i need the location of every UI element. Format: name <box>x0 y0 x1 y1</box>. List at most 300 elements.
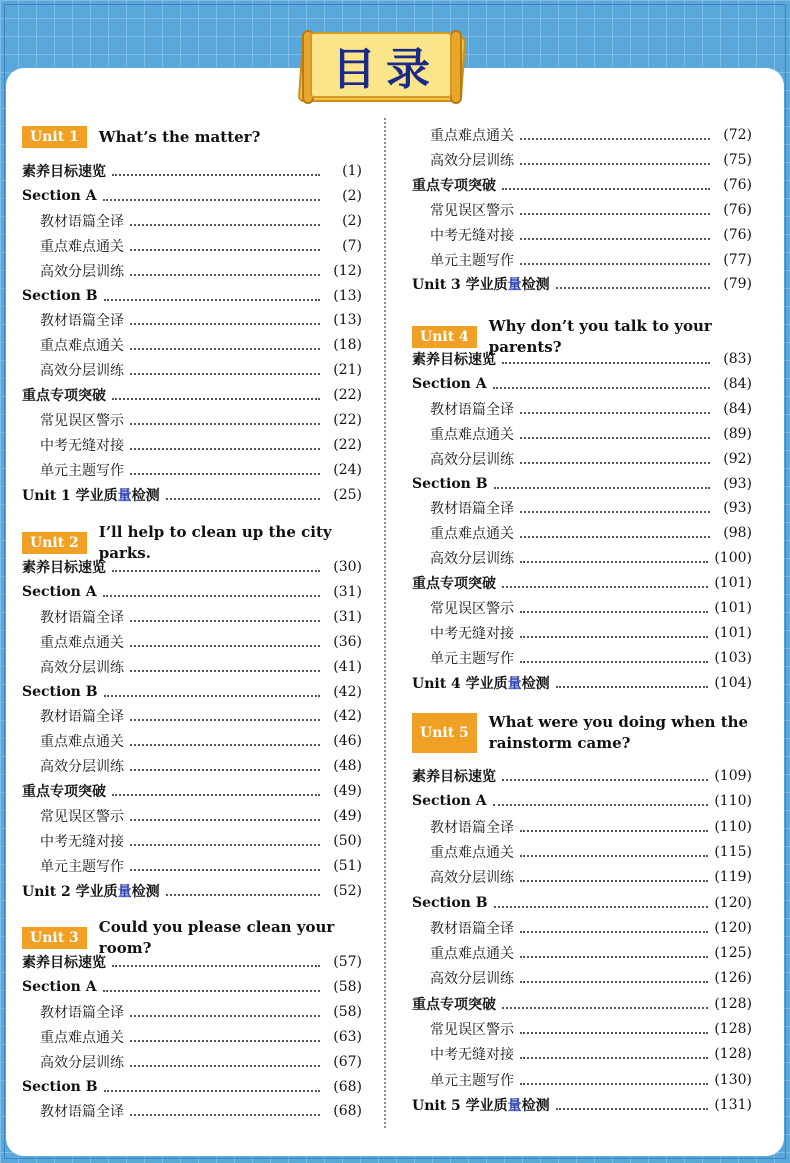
toc-entry-label: 重点专项突破 <box>412 996 496 1013</box>
toc-entry-label: 单元主题写作 <box>40 462 124 479</box>
toc-entry-page: (13) <box>333 287 362 304</box>
toc-entry[interactable] <box>412 348 752 370</box>
label-highlight: 量 <box>117 883 132 900</box>
toc-entry-page: (100) <box>714 550 752 567</box>
toc-entry-page: (58) <box>333 1003 362 1020</box>
toc-entry[interactable] <box>22 459 362 481</box>
toc-left-column <box>22 0 362 1163</box>
toc-entry-label: 高效分层训练 <box>40 363 124 380</box>
toc-entry-label: 重点专项突破 <box>22 388 106 405</box>
leader-dots <box>493 387 710 389</box>
label-part: Unit 5 学业质 <box>412 1097 508 1114</box>
toc-entry-page: (131) <box>714 1096 752 1113</box>
toc-entry[interactable] <box>412 647 752 669</box>
toc-entry[interactable] <box>22 656 362 678</box>
toc-entry-label: Section A <box>22 583 97 600</box>
leader-dots <box>130 1065 320 1067</box>
toc-entry-page: (104) <box>714 674 752 691</box>
toc-entry-label: Section A <box>412 793 487 810</box>
toc-entry-label: Section A <box>412 375 487 392</box>
leader-dots <box>104 695 320 697</box>
toc-entry-label: 重点难点通关 <box>40 338 124 355</box>
leader-dots <box>520 1083 708 1085</box>
leader-dots <box>520 1057 708 1059</box>
toc-entry-label: 重点难点通关 <box>430 128 514 144</box>
toc-entry[interactable] <box>412 1018 752 1040</box>
toc-entry-label: Section B <box>412 475 488 492</box>
toc-entry-page: (126) <box>714 970 752 987</box>
toc-entry[interactable] <box>412 1069 752 1091</box>
toc-entry[interactable] <box>22 1026 362 1048</box>
toc-entry-page: (77) <box>723 251 752 268</box>
toc-entry[interactable] <box>22 755 362 777</box>
toc-entry-page: (115) <box>714 843 752 860</box>
toc-entry[interactable] <box>22 855 362 877</box>
leader-dots <box>520 263 710 265</box>
toc-entry-label: 教材语篇全译 <box>430 501 514 518</box>
leader-dots <box>502 586 708 588</box>
toc-entry-page: (42) <box>333 683 362 700</box>
toc-entry[interactable] <box>412 174 752 196</box>
label-highlight: 量 <box>117 487 132 504</box>
toc-entry[interactable] <box>412 423 752 445</box>
toc-entry-page: (128) <box>714 1046 752 1063</box>
toc-entry-page: (72) <box>723 127 752 143</box>
toc-entry-label: 中考无缝对接 <box>430 625 514 642</box>
toc-entry[interactable] <box>412 942 752 964</box>
toc-entry-page: (57) <box>333 954 362 970</box>
leader-dots <box>520 636 708 638</box>
toc-entry[interactable] <box>22 484 362 506</box>
toc-entry-label: 单元主题写作 <box>430 252 514 269</box>
toc-entry-label: 重点难点通关 <box>40 634 124 651</box>
toc-entry-page: (13) <box>333 312 362 329</box>
leader-dots <box>130 719 320 721</box>
label-part: 检测 <box>521 1097 550 1114</box>
toc-entry-page: (103) <box>714 649 752 666</box>
leader-dots <box>520 855 708 857</box>
toc-entry[interactable] <box>412 816 752 838</box>
toc-entry-page: (120) <box>714 894 752 911</box>
toc-entry-label: 重点难点通关 <box>40 1029 124 1046</box>
leader-dots <box>130 224 320 226</box>
leader-dots <box>112 965 320 967</box>
toc-entry-page: (51) <box>333 857 362 874</box>
toc-entry[interactable] <box>22 384 362 406</box>
leader-dots <box>520 412 710 414</box>
toc-entry-label: 重点难点通关 <box>430 946 514 963</box>
leader-dots <box>493 804 709 806</box>
toc-entry-page: (2) <box>342 212 362 229</box>
leader-dots <box>130 1040 320 1042</box>
toc-entry-label: 教材语篇全译 <box>40 213 124 230</box>
toc-entry[interactable] <box>22 581 362 603</box>
toc-entry-label: 教材语篇全译 <box>40 1004 124 1021</box>
toc-entry-label: 素养目标速览 <box>412 352 496 368</box>
leader-dots <box>520 661 708 663</box>
toc-right-column <box>412 0 752 1163</box>
toc-entry-page: (128) <box>714 1021 752 1037</box>
unit-title: What’s the matter? <box>98 127 261 146</box>
toc-entry-label: 重点难点通关 <box>40 238 124 255</box>
leader-dots <box>520 956 708 958</box>
toc-entry[interactable] <box>412 249 752 271</box>
toc-entry-page: (84) <box>723 375 752 392</box>
leader-dots <box>520 981 708 983</box>
leader-dots <box>130 844 320 846</box>
toc-entry-label: 常见误区警示 <box>430 1022 514 1038</box>
toc-entry[interactable] <box>22 705 362 727</box>
unit-title <box>489 712 748 754</box>
leader-dots <box>520 561 708 563</box>
leader-dots <box>520 163 710 165</box>
label-part: 检测 <box>521 277 550 294</box>
toc-entry-page: (63) <box>333 1028 362 1045</box>
label-part: Unit 2 学业质 <box>22 883 118 900</box>
toc-entry[interactable] <box>22 830 362 852</box>
toc-entry-label: 素养目标速览 <box>412 769 496 785</box>
leader-dots <box>494 906 709 908</box>
toc-entry-page: (22) <box>333 387 362 404</box>
page-title: 目录 <box>332 44 440 95</box>
leader-dots <box>556 686 709 688</box>
toc-entry[interactable] <box>412 398 752 420</box>
leader-dots <box>166 894 320 896</box>
unit-tag: Unit 5 <box>412 713 477 753</box>
toc-entry[interactable] <box>412 1094 752 1116</box>
toc-entry[interactable] <box>22 309 362 331</box>
toc-entry-page: (30) <box>333 559 362 575</box>
leader-dots <box>104 299 320 301</box>
toc-entry-page: (101) <box>714 600 752 616</box>
leader-dots <box>130 274 320 276</box>
leader-dots <box>520 1032 708 1034</box>
toc-entry-label: 高效分层训练 <box>40 759 124 776</box>
toc-entry-label: 教材语篇全译 <box>430 401 514 418</box>
unit-tag: Unit 2 <box>22 532 87 554</box>
toc-entry[interactable] <box>22 185 362 207</box>
toc-entry[interactable] <box>412 993 752 1015</box>
toc-entry-page: (52) <box>333 882 362 899</box>
toc-entry-label: 高效分层训练 <box>430 870 514 887</box>
toc-entry-label: Section A <box>22 978 97 995</box>
toc-entry-label: 重点难点通关 <box>40 734 124 751</box>
toc-entry[interactable] <box>22 976 362 998</box>
toc-entry-page: (68) <box>333 1078 362 1095</box>
unit-title-line: rainstorm came? <box>488 734 631 752</box>
unit-title: Why don’t you talk to your parents? <box>488 317 712 356</box>
leader-dots <box>502 779 708 781</box>
leader-dots <box>104 1090 320 1092</box>
toc-entry[interactable] <box>412 448 752 470</box>
leader-dots <box>520 511 710 513</box>
toc-entry[interactable] <box>412 841 752 863</box>
toc-entry[interactable] <box>412 547 752 569</box>
toc-entry[interactable] <box>22 260 362 282</box>
toc-entry-page: (41) <box>333 658 362 675</box>
leader-dots <box>112 570 320 572</box>
toc-entry-label <box>22 881 160 901</box>
toc-entry-label <box>22 485 160 505</box>
toc-entry-page: (109) <box>714 768 752 784</box>
leader-dots <box>520 462 710 464</box>
toc-entry-label: 高效分层训练 <box>430 152 514 169</box>
toc-entry[interactable] <box>412 497 752 519</box>
leader-dots <box>103 990 320 992</box>
toc-entry-label: 高效分层训练 <box>430 551 514 568</box>
toc-entry-page: (110) <box>714 818 752 835</box>
toc-entry-label: 高效分层训练 <box>430 971 514 988</box>
leader-dots <box>556 287 710 289</box>
toc-entry-label: 中考无缝对接 <box>40 437 124 454</box>
toc-entry-page: (46) <box>333 733 362 750</box>
toc-entry[interactable] <box>412 1043 752 1065</box>
unit-tag: Unit 4 <box>412 326 477 348</box>
toc-entry[interactable] <box>412 199 752 221</box>
toc-entry-page: (101) <box>714 624 752 641</box>
leader-dots <box>130 1114 320 1116</box>
toc-entry-label: 素养目标速览 <box>22 955 106 971</box>
label-part: 检测 <box>521 675 550 692</box>
leader-dots <box>130 869 320 871</box>
toc-entry-label: 高效分层训练 <box>40 1054 124 1071</box>
leader-dots <box>130 670 320 672</box>
toc-entry-page: (75) <box>723 151 752 168</box>
toc-entry-page: (25) <box>333 486 362 503</box>
leader-dots <box>556 1108 709 1110</box>
leader-dots <box>130 348 320 350</box>
toc-entry[interactable] <box>412 522 752 544</box>
leader-dots <box>130 819 320 821</box>
toc-entry-label: 素养目标速览 <box>22 560 106 576</box>
toc-entry-page: (98) <box>723 525 752 542</box>
toc-entry[interactable] <box>412 672 752 694</box>
toc-entry-page: (76) <box>723 226 752 243</box>
toc-entry[interactable] <box>412 124 752 146</box>
toc-entry-page: (31) <box>333 608 362 625</box>
toc-entry-page: (83) <box>723 351 752 367</box>
leader-dots <box>502 1007 708 1009</box>
toc-entry-label <box>412 1095 550 1115</box>
toc-entry-page: (31) <box>333 583 362 600</box>
toc-entry-page: (7) <box>342 237 362 254</box>
toc-entry-label: 重点难点通关 <box>430 526 514 543</box>
toc-entry-page: (48) <box>333 758 362 775</box>
toc-entry-label: 教材语篇全译 <box>40 609 124 626</box>
leader-dots <box>103 595 320 597</box>
toc-entry[interactable] <box>412 765 752 787</box>
leader-dots <box>130 323 320 325</box>
toc-entry-label: 重点难点通关 <box>430 426 514 443</box>
title-banner <box>300 28 464 106</box>
toc-entry-label: 教材语篇全译 <box>430 920 514 937</box>
unit-title-line: What were you doing when the <box>488 713 749 731</box>
toc-entry-page: (50) <box>333 832 362 849</box>
toc-entry[interactable] <box>412 572 752 594</box>
toc-entry[interactable] <box>22 359 362 381</box>
toc-entry[interactable] <box>22 606 362 628</box>
toc-entry[interactable] <box>412 790 752 812</box>
label-part: 检测 <box>131 487 160 504</box>
toc-entry-label: 高效分层训练 <box>40 263 124 280</box>
toc-entry-label: 教材语篇全译 <box>40 1104 124 1121</box>
toc-entry-page: (22) <box>333 412 362 428</box>
toc-entry[interactable] <box>22 951 362 973</box>
leader-dots <box>103 199 320 201</box>
toc-entry-label: 教材语篇全译 <box>40 313 124 330</box>
toc-entry[interactable] <box>412 273 752 295</box>
label-part: Unit 1 学业质 <box>22 487 118 504</box>
toc-entry-page: (67) <box>333 1053 362 1070</box>
leader-dots <box>112 398 320 400</box>
unit-tag: Unit 3 <box>22 927 87 949</box>
toc-entry-label: Section B <box>22 683 98 700</box>
leader-dots <box>520 830 708 832</box>
toc-entry[interactable] <box>22 780 362 802</box>
leader-dots <box>520 931 708 933</box>
toc-entry-label: Section B <box>22 1078 98 1095</box>
toc-entry[interactable] <box>412 473 752 495</box>
leader-dots <box>130 620 320 622</box>
leader-dots <box>520 536 710 538</box>
label-part: Unit 4 学业质 <box>412 675 508 692</box>
label-highlight: 量 <box>507 1097 522 1114</box>
toc-entry-page: (125) <box>714 945 752 962</box>
leader-dots <box>130 423 320 425</box>
toc-entry-label: 常见误区警示 <box>40 809 124 825</box>
toc-entry-label: 中考无缝对接 <box>40 833 124 850</box>
toc-entry-label: 重点专项突破 <box>412 177 496 194</box>
leader-dots <box>130 645 320 647</box>
toc-entry-page: (76) <box>723 176 752 193</box>
toc-entry-label: 重点专项突破 <box>412 576 496 593</box>
leader-dots <box>520 138 710 140</box>
leader-dots <box>502 362 710 364</box>
toc-entry[interactable] <box>22 730 362 752</box>
toc-entry-label: Section B <box>412 894 488 911</box>
toc-entry[interactable] <box>412 373 752 395</box>
label-highlight: 量 <box>507 675 522 692</box>
unit-title: I’ll help to clean up the city parks. <box>98 523 332 562</box>
toc-entry-page: (36) <box>333 633 362 650</box>
toc-entry[interactable] <box>22 210 362 232</box>
leader-dots <box>130 473 320 475</box>
leader-dots <box>130 373 320 375</box>
toc-entry-page: (89) <box>723 425 752 442</box>
toc-entry-page: (92) <box>723 450 752 467</box>
leader-dots <box>130 744 320 746</box>
toc-entry[interactable] <box>22 235 362 257</box>
toc-entry-page: (128) <box>714 995 752 1012</box>
toc-entry[interactable] <box>412 866 752 888</box>
toc-entry[interactable] <box>412 967 752 989</box>
toc-entry-label: 单元主题写作 <box>430 1072 514 1089</box>
toc-entry-label: 素养目标速览 <box>22 164 106 180</box>
leader-dots <box>130 769 320 771</box>
toc-entry[interactable] <box>22 285 362 307</box>
toc-entry-label: 单元主题写作 <box>40 858 124 875</box>
leader-dots <box>520 611 708 613</box>
toc-entry-page: (120) <box>714 919 752 936</box>
toc-entry[interactable] <box>412 917 752 939</box>
toc-entry-label: 常见误区警示 <box>40 413 124 429</box>
leader-dots <box>520 238 710 240</box>
toc-entry-page: (22) <box>333 436 362 453</box>
toc-entry[interactable] <box>22 334 362 356</box>
toc-entry[interactable] <box>22 160 362 182</box>
leader-dots <box>130 1015 320 1017</box>
unit-heading <box>22 126 362 148</box>
toc-entry-page: (84) <box>723 400 752 417</box>
leader-dots <box>112 794 320 796</box>
toc-entry[interactable] <box>412 224 752 246</box>
toc-entry-page: (101) <box>714 575 752 592</box>
leader-dots <box>520 213 710 215</box>
leader-dots <box>112 174 320 176</box>
toc-entry[interactable] <box>412 892 752 914</box>
unit-title: Could you please clean your room? <box>98 918 335 957</box>
toc-entry-page: (1) <box>342 163 362 179</box>
toc-entry-label: Section B <box>22 287 98 304</box>
toc-entry-label: 高效分层训练 <box>40 659 124 676</box>
toc-entry[interactable] <box>22 409 362 431</box>
toc-entry[interactable] <box>22 1001 362 1023</box>
toc-entry-label: 常见误区警示 <box>430 601 514 617</box>
leader-dots <box>166 498 320 500</box>
toc-entry[interactable] <box>22 681 362 703</box>
toc-entry-page: (130) <box>714 1071 752 1088</box>
toc-entry-label: 教材语篇全译 <box>40 709 124 726</box>
toc-entry[interactable] <box>412 597 752 619</box>
leader-dots <box>520 437 710 439</box>
toc-entry-page: (76) <box>723 201 752 218</box>
toc-entry-page: (42) <box>333 708 362 725</box>
toc-entry-page: (93) <box>723 475 752 492</box>
toc-entry[interactable] <box>22 434 362 456</box>
toc-entry[interactable] <box>22 1051 362 1073</box>
toc-entry[interactable] <box>412 622 752 644</box>
toc-entry-page: (2) <box>342 187 362 204</box>
leader-dots <box>130 249 320 251</box>
unit-heading <box>412 712 752 754</box>
toc-entry[interactable] <box>22 880 362 902</box>
toc-entry-page: (68) <box>333 1103 362 1120</box>
label-part: Unit 3 学业质 <box>412 277 508 294</box>
toc-entry-label: 重点专项突破 <box>22 784 106 801</box>
toc-entry[interactable] <box>22 805 362 827</box>
toc-entry-page: (18) <box>333 337 362 354</box>
toc-entry[interactable] <box>412 149 752 171</box>
toc-entry-page: (79) <box>723 276 752 293</box>
toc-entry-label <box>412 673 550 693</box>
banner-front <box>310 32 452 98</box>
toc-entry-label: Section A <box>22 187 97 204</box>
toc-entry-label: 常见误区警示 <box>430 202 514 219</box>
toc-entry-label: 单元主题写作 <box>430 650 514 667</box>
toc-entry-label <box>412 274 550 294</box>
toc-entry[interactable] <box>22 1100 362 1122</box>
toc-entry-label: 教材语篇全译 <box>430 819 514 836</box>
toc-entry[interactable] <box>22 556 362 578</box>
toc-entry[interactable] <box>22 631 362 653</box>
toc-entry-label: 高效分层训练 <box>430 451 514 468</box>
column-divider <box>384 118 386 1128</box>
unit-tag: Unit 1 <box>22 126 87 148</box>
label-highlight: 量 <box>507 277 522 294</box>
leader-dots <box>520 880 708 882</box>
toc-entry[interactable] <box>22 1076 362 1098</box>
toc-entry-page: (21) <box>333 362 362 379</box>
